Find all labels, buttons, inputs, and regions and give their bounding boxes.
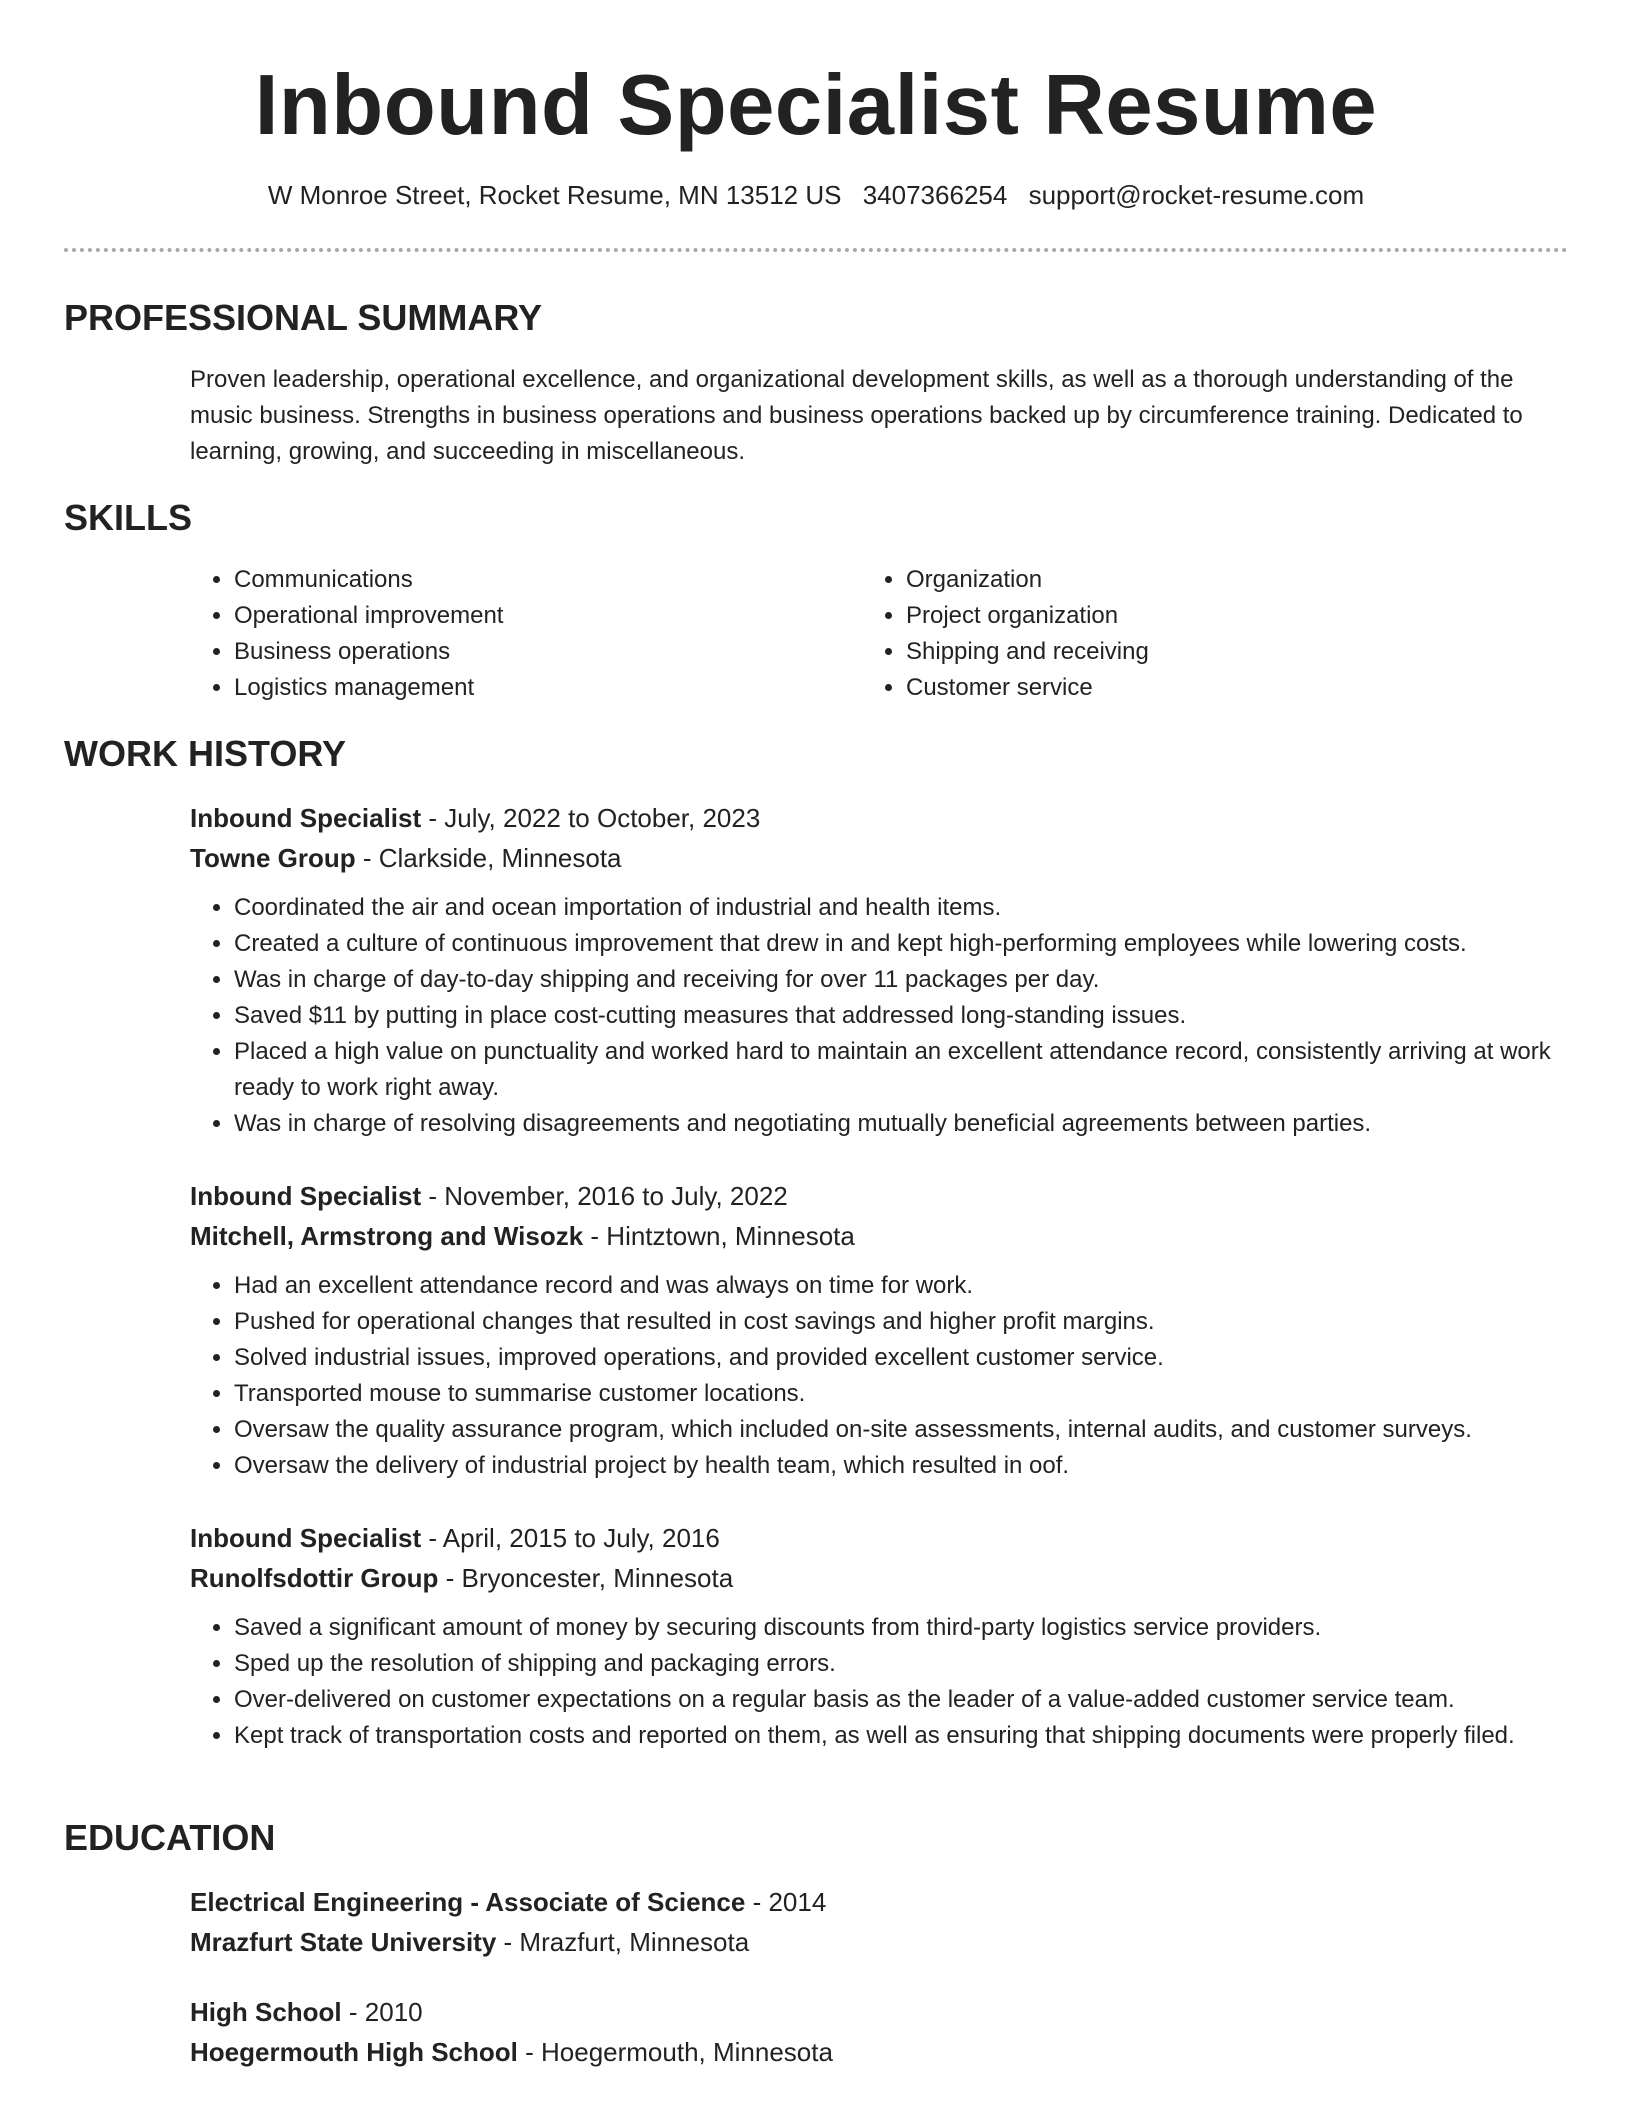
skill-item: • Organization	[906, 562, 1502, 598]
skill-item: • Project organization	[906, 598, 1502, 634]
job-company: Towne Group	[190, 843, 356, 873]
job-company-line	[190, 1558, 1568, 1598]
skill-item: • Communications	[234, 562, 830, 598]
job-bullet: • Had an excellent attendance record and was always on time for work.	[234, 1268, 1568, 1304]
job-company: Runolfsdottir Group	[190, 1563, 439, 1593]
job-bullet: • Oversaw the quality assurance program, which included on-site assessments, internal audits, and customer surveys.	[234, 1412, 1568, 1448]
education-degree: High School	[190, 1997, 342, 2027]
skills-left-column	[190, 562, 830, 706]
job-company: Mitchell, Armstrong and Wisozk	[190, 1221, 584, 1251]
skill-item: • Shipping and receiving	[906, 634, 1502, 670]
job-bullet: • Saved $11 by putting in place cost-cutting measures that addressed long-standing issues.	[234, 998, 1568, 1034]
job-company-line	[190, 838, 1568, 878]
job-dates: - April, 2015 to July, 2016	[421, 1523, 720, 1553]
education-heading: EDUCATION	[64, 1817, 276, 1858]
job-title: Inbound Specialist	[190, 1523, 422, 1553]
job-entry	[190, 798, 1568, 1142]
skill-item: • Customer service	[906, 670, 1502, 706]
education-entry	[190, 1992, 1568, 2072]
job-entry	[190, 1518, 1568, 1754]
header-divider	[64, 248, 1568, 252]
job-bullet: • Solved industrial issues, improved operations, and provided excellent customer service.	[234, 1340, 1568, 1376]
summary-block	[190, 362, 1568, 470]
contact-address: W Monroe Street, Rocket Resume, MN 13512 US	[267, 180, 842, 210]
skill-item: • Operational improvement	[234, 598, 830, 634]
education-school: Mrazfurt State University	[190, 1927, 497, 1957]
resume-page	[64, 0, 1568, 2067]
job-bullet: • Placed a high value on punctuality and worked hard to maintain an excellent attendance record, consistently arriving at work ready to work right away.	[234, 1034, 1568, 1106]
education-degree-line	[190, 1992, 1568, 2032]
job-location: - Bryoncester, Minnesota	[438, 1563, 734, 1593]
contact-phone: 3407366254	[862, 180, 1008, 210]
job-bullet: • Saved a significant amount of money by securing discounts from third-party logistics service providers.	[234, 1610, 1568, 1646]
job-bullet: • Pushed for operational changes that resulted in cost savings and higher profit margins.	[234, 1304, 1568, 1340]
skills-right-column	[862, 562, 1502, 706]
work-history-heading: WORK HISTORY	[64, 733, 347, 774]
job-bullet: • Coordinated the air and ocean importation of industrial and health items.	[234, 890, 1568, 926]
skill-item: • Logistics management	[234, 670, 830, 706]
job-dates: - November, 2016 to July, 2022	[421, 1181, 788, 1211]
job-bullet: • Kept track of transportation costs and reported on them, as well as ensuring that shipping documents were properly filed.	[234, 1718, 1568, 1754]
education-year: - 2010	[341, 1997, 423, 2027]
job-title-line	[190, 1176, 1568, 1216]
job-dates: - July, 2022 to October, 2023	[421, 803, 761, 833]
education-school: Hoegermouth High School	[190, 2037, 518, 2067]
job-bullet: • Created a culture of continuous improvement that drew in and kept high-performing employees while lowering costs.	[234, 926, 1568, 962]
job-title: Inbound Specialist	[190, 803, 422, 833]
skills-heading: SKILLS	[64, 497, 193, 538]
job-bullet: • Transported mouse to summarise customer locations.	[234, 1376, 1568, 1412]
education-location: - Mrazfurt, Minnesota	[496, 1927, 750, 1957]
job-bullet: • Was in charge of resolving disagreements and negotiating mutually beneficial agreements between parties.	[234, 1106, 1568, 1142]
education-year: - 2014	[745, 1887, 827, 1917]
job-bullet: • Over-delivered on customer expectations on a regular basis as the leader of a value-added customer service team.	[234, 1682, 1568, 1718]
job-bullet: • Sped up the resolution of shipping and packaging errors.	[234, 1646, 1568, 1682]
education-entry	[190, 1882, 1568, 1962]
summary-heading: PROFESSIONAL SUMMARY	[64, 297, 543, 338]
skill-item: • Business operations	[234, 634, 830, 670]
job-company-line	[190, 1216, 1568, 1256]
job-entry	[190, 1176, 1568, 1484]
resume-title: Inbound Specialist Resume	[254, 58, 1378, 153]
education-degree-line	[190, 1882, 1568, 1922]
education-school-line	[190, 1922, 1568, 1962]
job-title-line	[190, 798, 1568, 838]
summary-text: Proven leadership, operational excellence, and organizational development skills, as well as a thorough understanding of the music business. Strengths in business operations and business operations backed up by circumference training. Dedicated to learning, growing, and succeeding in miscellaneous.	[190, 366, 1523, 465]
education-location: - Hoegermouth, Minnesota	[517, 2037, 833, 2067]
job-bullet: • Was in charge of day-to-day shipping and receiving for over 11 packages per day.	[234, 962, 1568, 998]
job-location: - Hintztown, Minnesota	[583, 1221, 855, 1251]
education-school-line	[190, 2032, 1568, 2072]
job-title-line	[190, 1518, 1568, 1558]
job-bullet: • Oversaw the delivery of industrial project by health team, which resulted in oof.	[234, 1448, 1568, 1484]
contact-email: support@rocket-resume.com	[1028, 180, 1365, 210]
education-degree: Electrical Engineering - Associate of Science	[190, 1887, 746, 1917]
contact-line	[64, 178, 1568, 212]
job-title: Inbound Specialist	[190, 1181, 422, 1211]
job-location: - Clarkside, Minnesota	[355, 843, 622, 873]
